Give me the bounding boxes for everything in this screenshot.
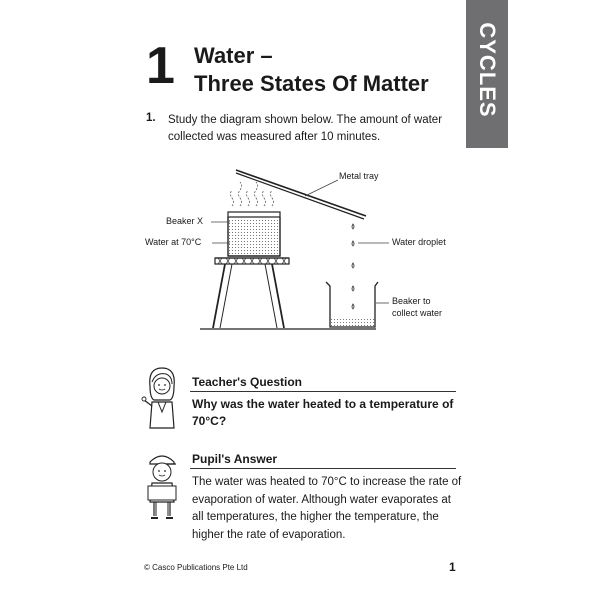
copyright-text: © Casco Publications Pte Ltd <box>144 563 248 572</box>
water-droplets <box>352 224 354 309</box>
question-text: Study the diagram shown below. The amount of water collected was measured after 10 minutes. <box>168 114 443 143</box>
steam-lines <box>231 182 274 206</box>
label-metal-tray: Metal tray <box>339 171 379 181</box>
pupil-answer-text: The water was heated to 70°C to increase the rate of evaporation of water. Although water evaporates at all temperatures, the higher the temperature, the higher the rate of evaporation. <box>192 476 462 541</box>
question-number: 1. <box>146 112 156 124</box>
chapter-number: 1 <box>146 37 175 95</box>
teacher-question-heading: Teacher's Question <box>192 375 302 389</box>
teacher-question-text: Why was the water heated to a temperature of 70°C? <box>192 397 454 428</box>
label-collect-line2: collect water <box>392 308 443 318</box>
tripod-stand <box>213 258 289 328</box>
page-number: 1 <box>449 560 456 574</box>
beaker-x <box>228 212 280 256</box>
teacher-heading-rule <box>190 391 456 392</box>
pupil-answer-heading: Pupil's Answer <box>192 452 278 466</box>
chapter-title-line2: Three States Of Matter <box>194 71 429 96</box>
label-water-temp: Water at 70°C <box>145 237 202 247</box>
label-collect-line1: Beaker to <box>392 296 431 306</box>
chapter-title-line1: Water – <box>194 43 273 68</box>
teacher-avatar <box>140 364 184 434</box>
side-tab-label: CYCLES <box>475 22 500 118</box>
pupil-avatar <box>142 448 182 526</box>
tray-pointer <box>305 180 338 196</box>
label-beaker-x: Beaker X <box>166 216 204 226</box>
chapter-title <box>194 42 429 98</box>
label-water-droplet: Water droplet <box>392 237 446 247</box>
pupil-heading-rule <box>190 468 456 469</box>
